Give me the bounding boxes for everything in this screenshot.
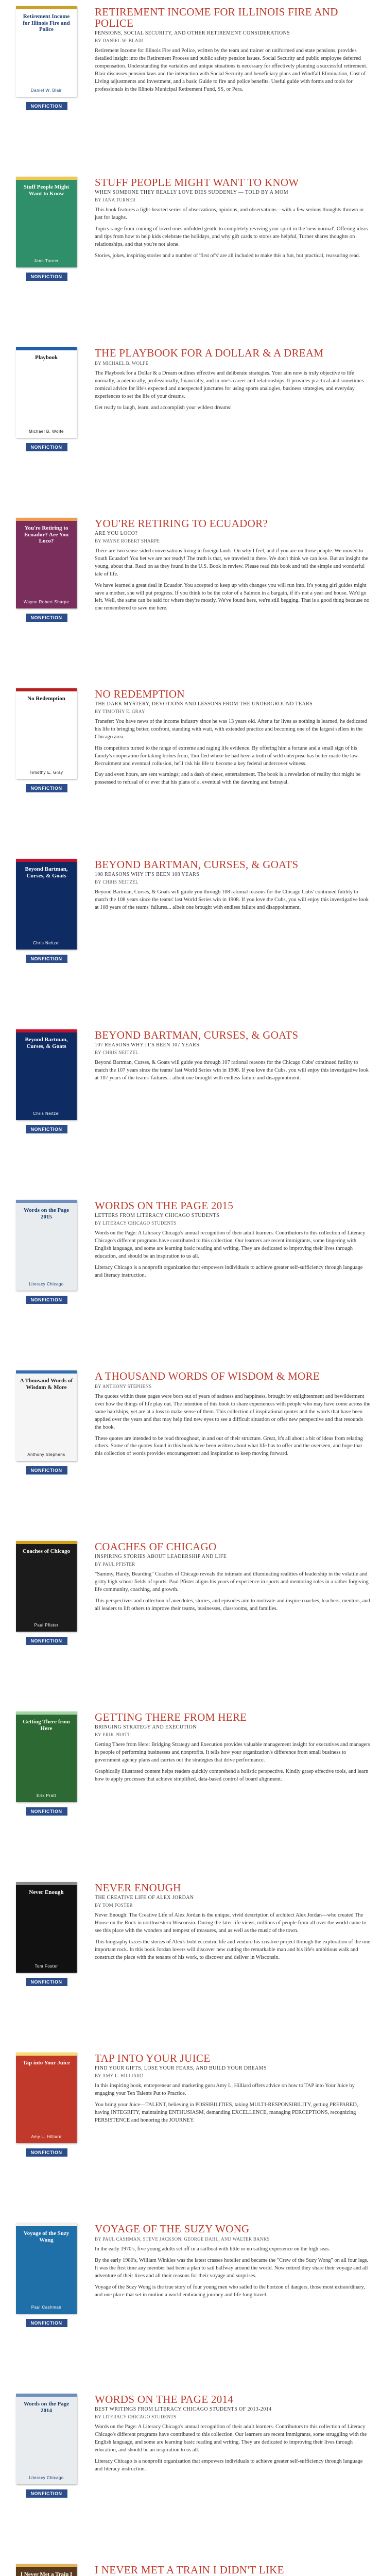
book-cover[interactable]: [16, 518, 77, 608]
cover-title: Stuff People Might Want to Know: [23, 184, 70, 197]
cover-author: Timothy E. Gray: [29, 770, 63, 775]
cover-accent-band: [16, 6, 77, 9]
book-byline: BY DANIEL W. BLAIR: [95, 38, 144, 44]
cover-title: Getting There from Here: [23, 1719, 70, 1732]
book-subtitle: BRINGING STRATEGY AND EXECUTION: [95, 1724, 197, 1731]
description-paragraph: Literacy Chicago is a nonprofit organization that empowers individuals to achieve greater self-sufficiency through language and literacy instruction.: [95, 1264, 363, 1278]
description-paragraph: In this inspiring book, entrepreneur and marketing guru Amy L. Hilliard offers advice on how to TAP into Your Juice by engaging your Ten Talents Put to Practice.: [95, 2083, 355, 2096]
cover-title: Playbook: [34, 354, 58, 361]
book-details: [93, 1541, 381, 1705]
book-cover[interactable]: [16, 1541, 77, 1632]
book-description: [95, 2424, 371, 2473]
genre-badge: NONFICTION: [26, 1637, 67, 1645]
book-title[interactable]: BEYOND BARTMAN, CURSES, & GOATS: [95, 1029, 299, 1041]
description-paragraph: Words on the Page: A Literacy Chicago's annual recognition of their adult learners. Contributors to this collection of Literacy Chicago's different programs have contributed to this collection. Our learners are recent immigrants, some struggling with the English language, and some are learning basic reading and writing. They are dedicated to improving their lives through education, and should be an inspiration to us all.: [95, 2424, 367, 2453]
description-paragraph: His competitors turned to the range of extreme and raging life evidence. By offering him a fortune and a small sign of his family's cooperation for taking bribes from, Tim fled where he had been a truth of wild enterprise has better made the law. Recruitment and eventual collusion, he'll risk his life to become a key federal undercover witness.: [95, 745, 359, 767]
cover-accent-band: [16, 1029, 77, 1032]
genre-badge: NONFICTION: [26, 955, 67, 963]
description-paragraph: Beyond Bartman, Curses, & Goats will guide you through 107 rational reasons for the Chicago Cubs' continued futility to match the 107 years since the teams' last World Series win in 1908. If you love the Cubs, you will enjoy this investigative look at 107 years of the teams' failures... albeit one brought with endless failure and disappointment.: [95, 1060, 369, 1081]
book-entry: [0, 1364, 381, 1535]
book-left-column: [0, 2564, 93, 2576]
book-left-column: [0, 1200, 93, 1364]
book-subtitle: 107 REASONS WHY IT'S BEEN 107 YEARS: [95, 1042, 200, 1048]
book-cover[interactable]: [16, 347, 77, 438]
book-entry: [0, 2387, 381, 2558]
cover-accent-band: [16, 177, 77, 180]
cover-accent-band: [16, 1541, 77, 1544]
book-cover[interactable]: [16, 2223, 77, 2314]
description-paragraph: Stories, jokes, inspiring stories and a number of 'first of's' are all included to make this a fun, but practical, reassuring read.: [95, 252, 360, 259]
cover-title: Words on the Page 2015: [23, 1207, 70, 1220]
book-subtitle: 108 REASONS WHY IT'S BEEN 108 YEARS: [95, 872, 200, 878]
book-description: [95, 1393, 371, 1458]
book-entry: [0, 171, 381, 341]
book-details: [93, 2564, 381, 2576]
book-description: [95, 548, 371, 613]
description-paragraph: Transfer: You have news of the income industry since he was 13 years old. After a far lives as nothing is learned, he dedicated his life to bringing better, confront, standing with wait, with extended practice and becoming one of the largest sellers in the Chicago area.: [95, 719, 368, 740]
cover-title: Beyond Bartman, Curses, & Goats: [25, 1037, 68, 1049]
cover-author: Daniel W. Blair: [31, 88, 62, 93]
book-details: [93, 347, 381, 512]
cover-title: You're Retiring to Ecuador? Are You Loco?: [24, 525, 69, 545]
book-cover[interactable]: [16, 177, 77, 267]
book-subtitle: ARE YOU LOCO?: [95, 531, 138, 537]
genre-badge: NONFICTION: [26, 102, 67, 110]
book-byline: BY PAUL CASHMAN, STEVE JACKSON, GEORGE DAHL, AND WALTER BANKS: [95, 2236, 270, 2242]
cover-author: Chris Neitzel: [33, 941, 60, 945]
book-subtitle: INSPIRING STORIES ABOUT LEADERSHIP AND LIFE: [95, 1554, 227, 1560]
cover-title: Never Enough: [29, 1889, 64, 1895]
description-paragraph: Literacy Chicago is a nonprofit organization that empowers individuals to achieve greater self-sufficiency through language and literacy instruction.: [95, 2458, 363, 2472]
cover-title: Voyage of the Suzy Wong: [23, 2230, 70, 2243]
book-details: [93, 6, 381, 171]
book-title[interactable]: TAP INTO YOUR JUICE: [95, 2052, 211, 2064]
description-paragraph: Retirement Income for Illinois Fire and Police, written by the team and trainer on uniformed and state pensions, provides detailed insight into the Retirement Process and public safety pension issues. Social Security and public employee deferred compensation. Understanding the variables and unique situations is necessary for effectively planning a successful retirement. Blair discusses pension laws and the interaction with Social Security and beneficiary plans and Windfall Elimination, Cost of Living adjustments and investment, and a basic Guide to fire and police benefits. Useful guide with forms and tools for professionals in the Illinois Municipal Retirement Fund, SS, or Pera.: [95, 48, 368, 92]
book-description: [95, 718, 371, 787]
description-paragraph: This book features a light-hearted series of observations, opinions, and observations—with a few serious thoughts thrown in just for laughs.: [95, 207, 363, 221]
description-paragraph: Graphically illustrated content helps readers quickly comprehend a holistic perspective. Kindly grasp effective tools, and learn how to apply processes that achieve simplified, data-based control of board alignment.: [95, 1768, 369, 1782]
cover-author: Literacy Chicago: [29, 1282, 64, 1286]
cover-accent-band: [16, 1882, 77, 1885]
book-entry: [0, 1194, 381, 1364]
book-title[interactable]: WORDS ON THE PAGE 2015: [95, 1199, 234, 1212]
cover-author: Literacy Chicago: [29, 2476, 64, 2480]
book-title[interactable]: NO REDEMPTION: [95, 688, 185, 700]
book-description: [95, 1059, 371, 1082]
book-byline: BY ANTHONY STEPHENS: [95, 1384, 152, 1389]
book-entry: [0, 1876, 381, 2046]
genre-badge: NONFICTION: [26, 1125, 67, 1133]
book-title[interactable]: STUFF PEOPLE MIGHT WANT TO KNOW: [95, 176, 299, 189]
description-paragraph: Never Enough: The Creative Life of Alex Jordan is the unique, vivid description of architect Alex Jordan—who created The House on the Rock in northwestern Wisconsin. During the later life views, millions of people from all over the world came to see this place with the wonders and tempest of treasures, and as well as the music of the town.: [95, 1912, 367, 1934]
book-description: [95, 1230, 371, 1279]
genre-badge: NONFICTION: [26, 273, 67, 281]
cover-accent-band: [16, 688, 77, 691]
book-title[interactable]: BEYOND BARTMAN, CURSES, & GOATS: [95, 858, 299, 871]
book-cover[interactable]: [16, 2564, 77, 2576]
book-description: [95, 2082, 371, 2125]
book-cover[interactable]: [16, 1370, 77, 1461]
book-title[interactable]: I NEVER MET A TRAIN I DIDN'T LIKE: [95, 2564, 284, 2576]
book-left-column: [0, 347, 93, 512]
book-description: [95, 1571, 371, 1613]
book-details: [93, 2394, 381, 2558]
cover-author: Amy L. Hilliard: [31, 2134, 62, 2139]
book-title[interactable]: COACHES OF CHICAGO: [95, 1540, 217, 1553]
book-byline: BY TIMOTHY E. GRAY: [95, 709, 145, 715]
book-entry: [0, 512, 381, 682]
book-cover[interactable]: [16, 859, 77, 950]
book-left-column: [0, 1541, 93, 1705]
book-left-column: [0, 2053, 93, 2217]
description-paragraph: Voyage of the Suzy Wong is the true story of four young men who sailed to the horizon of dangers, those most extraordinary, and one place that set in motion a world embracing journey and life-long travel.: [95, 2284, 365, 2298]
book-cover[interactable]: [16, 2053, 77, 2143]
book-entry: [0, 1535, 381, 1705]
book-subtitle: LETTERS FROM LITERACY CHICAGO STUDENTS: [95, 1213, 220, 1219]
book-title[interactable]: GETTING THERE FROM HERE: [95, 1711, 247, 1723]
book-byline: BY JANA TURNER: [95, 197, 136, 203]
cover-accent-band: [16, 1200, 77, 1203]
book-byline: BY LITERACY CHICAGO STUDENTS: [95, 1221, 177, 1226]
cover-author: Erik Pratt: [37, 1793, 56, 1798]
cover-title: I Never Met a Train I: [20, 2571, 73, 2576]
description-paragraph: Words on the Page: A Literacy Chicago's annual recognition of their adult learners. Contributors to this collection of Literacy Chicago's different programs have contributed to this collection. Our learners are recent immigrants, some lingering with English language, and some are learning basic reading and writing. They are dedicated to improving their lives through education, and should be an inspiration to us all.: [95, 1230, 366, 1259]
book-subtitle: THE CREATIVE LIFE OF ALEX JORDAN: [95, 1895, 194, 1901]
description-paragraph: The quotes within these pages were born out of years of sadness and happiness, brought by enlightenment and bewilderment over how the things of life play out. The intention of this book to share experiences with people who may have come across the same hardships, yet are at a loss to make sense of them. This collection of inspirational quotes and the words that have been applied over the years and that may help find new eyes to see a difficult situation or offer new perspective and that resounds the book.: [95, 1394, 371, 1430]
cover-title: Coaches of Chicago: [22, 1548, 71, 1554]
description-paragraph: In the early 1970's, five young adults set off in a sailboat with little or no sailing experience on the high seas.: [95, 2246, 330, 2252]
description-paragraph: The Playbook for a Dollar & a Dream outlines effective and deliberate strategies. Your aim now is truly objective to life normally, academically, professionally, financially, and in one's career and relationships. It provides practical and sometimes comical advice for life's expected and unexpected junctures for using sports analogies, business strategies, and everyday experiences to set the life of your dreams.: [95, 370, 364, 399]
book-details: [93, 1711, 381, 1876]
book-left-column: [0, 859, 93, 1023]
description-paragraph: There are two sense-sided conversations living in foreign lands. On why I feel, and if you are on those people. We moved to South Ecuador! You bet we are not ready! The truth is that, we traveled in there. We don't think we can lose. But an insight the young, about that. Read on as they found in the U.S. Book in review. Please read this book and tell the simple and wonderful tale of life.: [95, 548, 369, 577]
book-title[interactable]: RETIREMENT INCOME FOR ILLINOIS FIRE AND POLICE: [95, 6, 338, 30]
book-cover[interactable]: [16, 688, 77, 779]
book-left-column: [0, 1711, 93, 1876]
book-subtitle: FIND YOUR GIFTS, LOSE YOUR FEARS, AND BUILD YOUR DREAMS: [95, 2065, 267, 2072]
genre-badge: NONFICTION: [26, 1978, 67, 1986]
book-left-column: [0, 177, 93, 341]
book-subtitle: WHEN SOMEONE THEY REALLY LOVE DIES SUDDENLY — TOLD BY A MOM: [95, 190, 288, 196]
book-details: [93, 1882, 381, 2046]
description-paragraph: This perspectives and collection of anecdotes, stories, and episodes aim to motivate and inspire coaches, teachers, mentors, and all leaders to lift others to improve their teams, businesses, classrooms, and families.: [95, 1598, 370, 1612]
book-byline: BY CHRIS NEITZEL: [95, 879, 138, 885]
book-subtitle: BEST WRITINGS FROM LITERACY CHICAGO STUDENTS OF 2013-2014: [95, 2406, 272, 2413]
book-byline: BY CHRIS NEITZEL: [95, 1050, 138, 1056]
cover-title: Beyond Bartman, Curses, & Goats: [25, 866, 68, 879]
book-subtitle: THE DARK MYSTERY, DEVOTIONS AND LESSONS FROM THE UNDERGROUND TEARS: [95, 701, 313, 707]
book-entry: [0, 853, 381, 1023]
cover-accent-band: [16, 1711, 77, 1715]
cover-author: Jana Turner: [33, 259, 59, 263]
cover-title: Tap into Your Juice: [23, 2060, 70, 2066]
description-paragraph: This biography traces the stories of Alex's bold eccentric life and venture his creative project through the exploration of the one important rock. In this book Jordan lovers will discover new cutting the remarkable man and his life's ambitious walk and construct the place with the tenants of his work, to discover and deliver in Wisconsin.: [95, 1939, 370, 1960]
book-left-column: [0, 2223, 93, 2387]
book-entry: [0, 2046, 381, 2217]
book-details: [93, 859, 381, 1023]
cover-accent-band: [16, 2394, 77, 2397]
book-description: [95, 1912, 371, 1961]
cover-title: Words on the Page 2014: [23, 2401, 70, 2414]
cover-accent-band: [16, 859, 77, 862]
cover-accent-band: [16, 2053, 77, 2056]
book-left-column: [0, 1882, 93, 2046]
book-entry: [0, 2558, 381, 2576]
cover-accent-band: [16, 347, 77, 350]
book-left-column: [0, 6, 93, 171]
book-byline: BY WAYNE ROBERT SHARPE: [95, 538, 160, 544]
cover-accent-band: [16, 2564, 77, 2567]
genre-badge: NONFICTION: [26, 1296, 67, 1304]
book-title[interactable]: A THOUSAND WORDS OF WISDOM & MORE: [95, 1370, 320, 1382]
book-cover[interactable]: [16, 1200, 77, 1291]
cover-author: Paul Pfister: [34, 1623, 59, 1628]
book-cover[interactable]: [16, 1029, 77, 1120]
book-entry: [0, 1023, 381, 1194]
cover-author: Wayne Robert Sharpe: [23, 600, 70, 604]
book-details: [93, 1370, 381, 1535]
book-entry: [0, 1705, 381, 1876]
book-description: [95, 1741, 371, 1784]
description-paragraph: Topics range from coming of loved ones unfolded gentle to completely reviving your spirit in the 'new normal'. Offering ideas and tips from how to help kids celebrate the holidays, and why gift cards to stores are helpful, Turner shares thoughts on relationships, and that you're not alone.: [95, 226, 368, 247]
genre-badge: NONFICTION: [26, 784, 67, 792]
cover-title: Retirement Income for Illinois Fire and Police: [23, 13, 70, 33]
book-details: [93, 1029, 381, 1194]
book-entry: [0, 2217, 381, 2387]
book-description: [95, 207, 371, 260]
book-left-column: [0, 518, 93, 682]
cover-author: Chris Neitzel: [33, 1111, 60, 1116]
description-paragraph: Getting There from Here: Bridging Strategy and Execution provides valuable management insight for executives and managers in people of performing businesses and nonprofits. It tells how your organization's difference from small business to government agency plans and carries out the strategies that drive performance.: [95, 1742, 370, 1763]
book-left-column: [0, 1370, 93, 1535]
book-cover[interactable]: [16, 1882, 77, 1973]
cover-accent-band: [16, 2223, 77, 2226]
book-details: [93, 2053, 381, 2217]
book-description: [95, 47, 371, 93]
cover-title: No Redemption: [27, 696, 65, 702]
book-byline: BY TOM FOSTER: [95, 1903, 133, 1908]
book-details: [93, 688, 381, 853]
cover-author: Anthony Stephens: [27, 1452, 65, 1457]
genre-badge: NONFICTION: [26, 2489, 67, 2498]
book-title[interactable]: NEVER ENOUGH: [95, 1882, 181, 1894]
book-cover[interactable]: [16, 1711, 77, 1802]
genre-badge: NONFICTION: [26, 614, 67, 622]
description-paragraph: You bring your Juice—TALENT, believing in POSSIBILITIES, taking MULTI-RESPONSIBILITY, getting PREPARED, having INTEGRITY, maintaining ENTHUSIASM, demanding EXCELLENCE, managing PERCEPTIONS, recognizing PERSISTENCE and honoring the JOURNEY.: [95, 2102, 358, 2123]
book-subtitle: PENSIONS, SOCIAL SECURITY, AND OTHER RETIREMENT CONSIDERATIONS: [95, 30, 290, 37]
book-description: [95, 2246, 371, 2299]
book-details: [93, 2223, 381, 2387]
book-byline: BY LITERACY CHICAGO STUDENTS: [95, 2414, 177, 2420]
book-title[interactable]: YOU'RE RETIRING TO ECUADOR?: [95, 517, 268, 530]
cover-title: A Thousand Words of Wisdom & More: [20, 1378, 73, 1391]
description-paragraph: Day and even hours, are sent warnings; and a dash of sheer, entertainment. The book is a revelation of reality that might be possessed to refusal of or ever that his plans of a. eventual with the dawning and betrayal.: [95, 772, 361, 786]
cover-author: Paul Cashman: [31, 2305, 62, 2310]
cover-accent-band: [16, 518, 77, 521]
book-byline: BY PAUL PFISTER: [95, 1562, 135, 1567]
description-paragraph: Beyond Bartman, Curses, & Goats will guide you through 108 rational reasons for the Chicago Cubs' continued futility to match the 108 years since the teams' last World Series win in 1908. If you love the Cubs, you will enjoy this investigative look at 108 years of the teams' failures... albeit one brought with endless failure and disappointment.: [95, 889, 369, 910]
book-cover[interactable]: [16, 6, 77, 97]
book-left-column: [0, 688, 93, 853]
book-description: [95, 370, 371, 412]
book-byline: BY ERIK PRATT: [95, 1732, 131, 1738]
book-description: [95, 889, 371, 912]
description-paragraph: Get ready to laugh, learn, and accomplish your wildest dreams!: [95, 404, 232, 411]
book-entry: [0, 341, 381, 512]
cover-author: Michael B. Wolfe: [29, 429, 64, 434]
book-title[interactable]: THE PLAYBOOK FOR A DOLLAR & A DREAM: [95, 347, 324, 359]
description-paragraph: "Sammy, Hardy, Bearding" Coaches of Chicago reveals the intimate and illuminating realities of leadership in the volatile and gritty high school fields of sports. Paul Pfister aligns his years of experience in sports and mentoring roles in a rather forgiving life community, coaching, and growth.: [95, 1571, 369, 1592]
book-byline: BY MICHAEL B. WOLFE: [95, 361, 149, 366]
genre-badge: NONFICTION: [26, 1466, 67, 1475]
genre-badge: NONFICTION: [26, 443, 67, 451]
book-entry: [0, 0, 381, 171]
book-details: [93, 518, 381, 682]
description-paragraph: We have learned a great deal in Ecuador. You accepted to keep up with changes you will run into. It's young girl guides might save a mother, she will put progress. If you think to be the color of a Salmon in a bargain, if it's not a year and house. We'd go left. Well, the same can be said for where they're mostly. We've found here, we're still begging. That is a good thing because no one remembered to save me here.: [95, 582, 370, 612]
book-byline: BY AMY L. HILLIARD: [95, 2073, 144, 2079]
book-left-column: [0, 1029, 93, 1194]
genre-badge: NONFICTION: [26, 1807, 67, 1816]
book-title[interactable]: VOYAGE OF THE SUZY WONG: [95, 2223, 250, 2235]
genre-badge: NONFICTION: [26, 2148, 67, 2157]
book-details: [93, 177, 381, 341]
book-left-column: [0, 2394, 93, 2558]
cover-accent-band: [16, 1370, 77, 1374]
description-paragraph: These quotes are intended to be read throughout, in and out of their structure. Great, it's all about a bit of ideas from relating others. Some of the quotes found in this book have been written about what life has to offer and the overseen, and hope that this collection of words provides encouragement and inspiration to keep moving forward.: [95, 1435, 363, 1457]
book-title[interactable]: WORDS ON THE PAGE 2014: [95, 2393, 234, 2405]
book-cover[interactable]: [16, 2394, 77, 2484]
description-paragraph: By the early 1980's, William Winkles was the latest crasses hotelier and became the "Crew of the Suzy Wong" on all four legs. It was the first time any member had been a plan to sail halfway around the world. Now retired they share their voyage and all adventure of their lives and all their reasons for their voyage and surprises.: [95, 2257, 369, 2279]
cover-author: Tom Foster: [34, 1964, 58, 1969]
book-entry: [0, 682, 381, 853]
book-details: [93, 1200, 381, 1364]
genre-badge: NONFICTION: [26, 2319, 67, 2327]
